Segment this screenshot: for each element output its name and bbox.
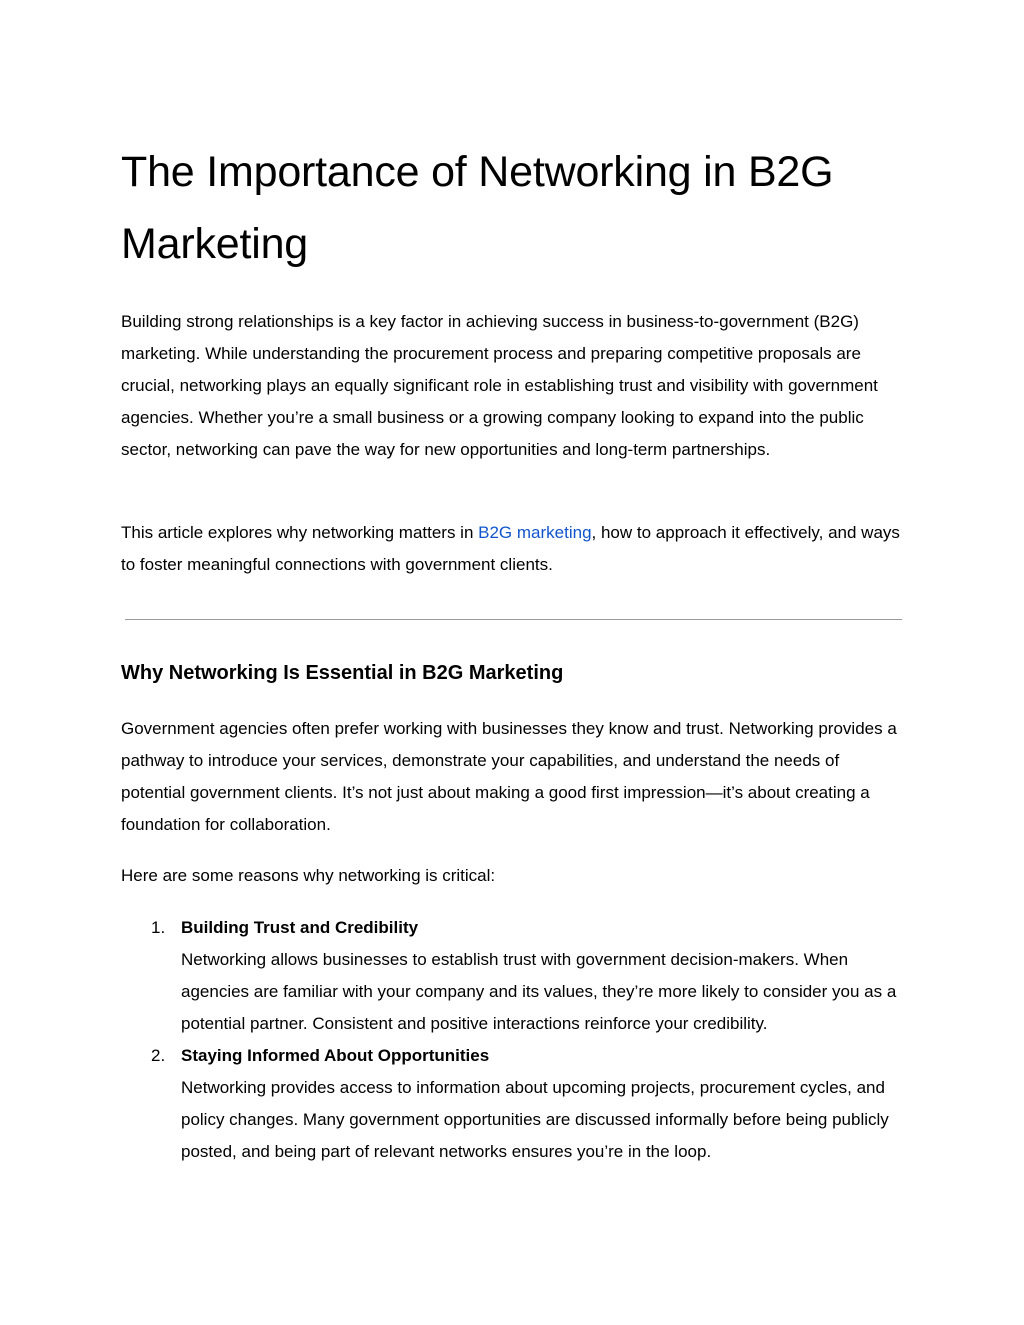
section-paragraph: Government agencies often prefer working with businesses they know and trust. Networking provides a pathway to introduce your services, demonstrate your capabilities, and understand the needs of potential government clients. It’s not just about making a good first impression—it’s about creating a foundation for collaboration.: [121, 719, 897, 834]
b2g-marketing-link[interactable]: B2G marketing: [478, 523, 592, 542]
horizontal-divider: [125, 619, 902, 620]
overview-text-after-link: , how to approach it effectively, and ways to foster meaningful connections with government clients.: [121, 523, 900, 574]
list-item: [121, 1040, 906, 1168]
overview-text-before-link: This article explores why networking matters in: [121, 523, 479, 542]
reasons-list: [121, 912, 906, 1168]
list-item: [121, 912, 906, 1040]
section-heading: Why Networking Is Essential in B2G Marketing: [121, 662, 564, 684]
list-item-number: 2.: [151, 1046, 166, 1065]
list-item-title: Staying Informed About Opportunities: [181, 1046, 490, 1065]
list-intro: Here are some reasons why networking is critical:: [121, 866, 496, 885]
list-item-number: 1.: [151, 918, 166, 937]
list-item-title: Building Trust and Credibility: [181, 918, 419, 937]
list-item-body: Networking provides access to information about upcoming projects, procurement cycles, and policy changes. Many government opportunities are discussed informally before being publicly posted, and being part of relevant networks ensures you’re in the loop.: [181, 1078, 889, 1161]
list-item-body: Networking allows businesses to establish trust with government decision-makers. When agencies are familiar with your company and its values, they’re more likely to consider you as a potential partner. Consistent and positive interactions reinforce your credibility.: [181, 950, 897, 1033]
article-title: The Importance of Networking in B2G Marketing: [121, 148, 834, 268]
overview-paragraph: [121, 517, 906, 581]
intro-paragraph: Building strong relationships is a key factor in achieving success in business-to-government (B2G) marketing. While understanding the procurement process and preparing competitive proposals are crucial, networking plays an equally significant role in establishing trust and visibility with government agencies. Whether you’re a small business or a growing company looking to expand into the public sector, networking can pave the way for new opportunities and long-term partnerships.: [121, 312, 878, 459]
